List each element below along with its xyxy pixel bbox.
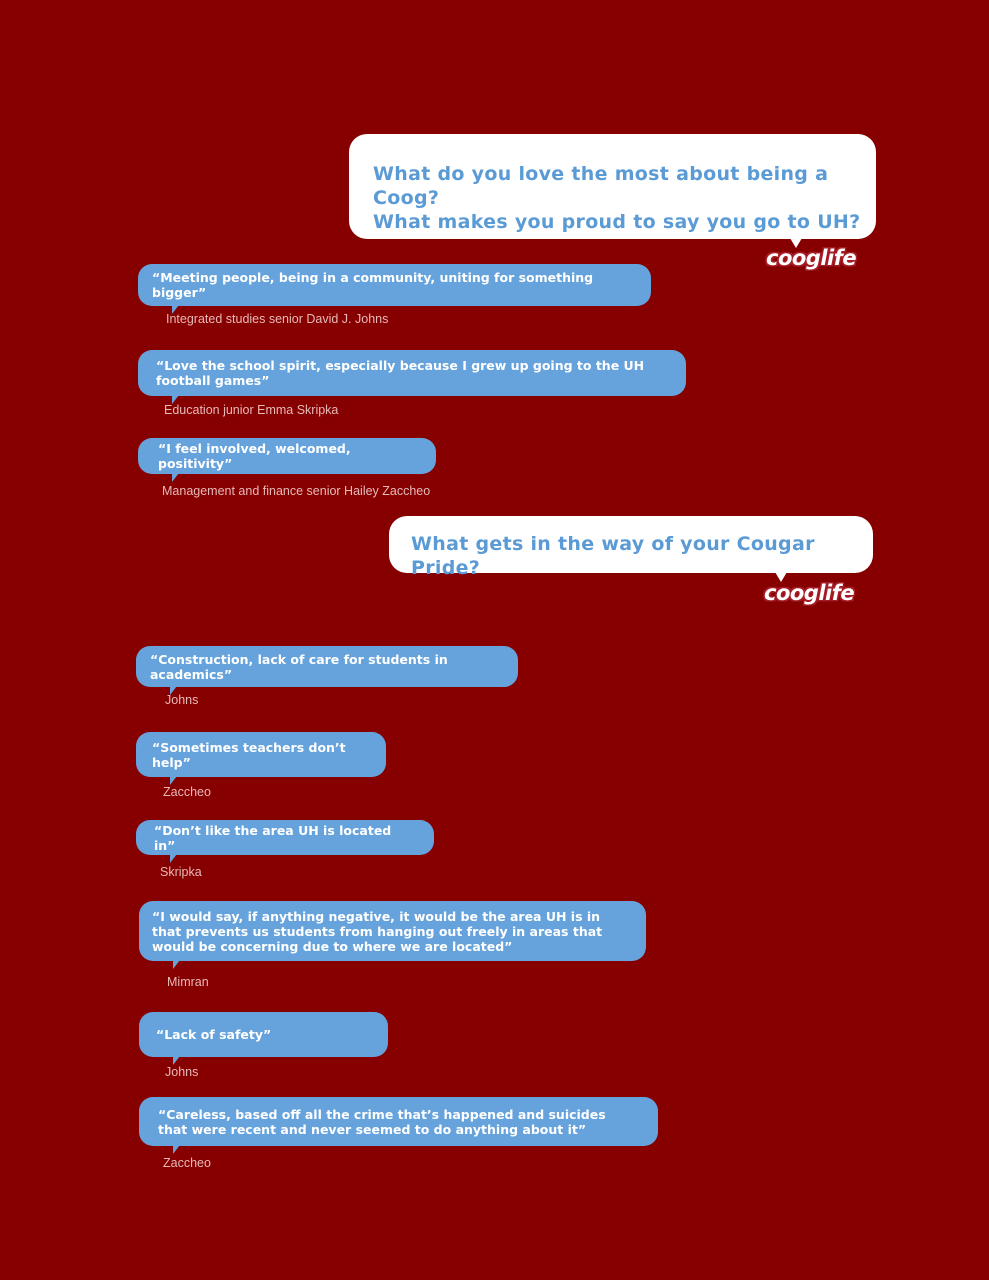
answer-bubble [136, 820, 434, 855]
answer-bubble [139, 901, 646, 961]
bubble-tail [173, 1145, 180, 1154]
answer-attribution: Management and finance senior Hailey Zaccheo [162, 484, 431, 498]
question-bubble-2 [389, 516, 873, 579]
answer-bubble [139, 1097, 658, 1146]
bubble-tail [170, 776, 177, 785]
answer-bubble [136, 732, 386, 777]
cooglife-logo: cooglife [766, 246, 857, 270]
answer-attribution: Zaccheo [163, 1156, 211, 1170]
answer-attribution: Johns [165, 693, 199, 707]
answer-attribution: Skripka [160, 865, 202, 879]
question-bubble-1 [349, 134, 876, 239]
answer-quote: “I would say, if anything negative, it would be the area UH is in that prevents us students from hanging out freely in areas that would be concerning due to where we are located” [152, 908, 603, 954]
answer-quote: “Meeting people, being in a community, uniting for something bigger” [152, 270, 594, 300]
answer-bubble [139, 1012, 388, 1057]
answer-quote: “Careless, based off all the crime that’s happened and suicides that were recent and never seemed to do anything about it” [158, 1106, 606, 1137]
question-2: What gets in the way of your Cougar Pride? [411, 533, 815, 579]
answer-bubble [138, 350, 686, 396]
answer-attribution: Mimran [167, 975, 209, 989]
answer-quote: “Lack of safety” [156, 1027, 272, 1042]
answer-attribution: Integrated studies senior David J. Johns [166, 312, 389, 326]
answer-attribution: Johns [165, 1065, 199, 1079]
answer-quote: “Don’t like the area UH is located in” [154, 822, 392, 853]
answer-attribution: Zaccheo [163, 785, 211, 799]
cooglife-logo: cooglife [764, 581, 855, 605]
answer-quote: “Sometimes teachers don’t help” [152, 739, 346, 770]
answer-bubble [138, 264, 651, 306]
bubble-tail [172, 473, 179, 482]
question-1-line-2: What makes you proud to say you go to UH? [373, 211, 861, 233]
answer-attribution: Education junior Emma Skripka [164, 403, 339, 417]
bubble-tail [173, 1056, 180, 1065]
answer-bubble [138, 438, 436, 474]
bubble-tail [170, 854, 177, 863]
bubble-tail [173, 960, 180, 969]
answer-quote: “I feel involved, welcomed, positivity” [158, 441, 351, 471]
answer-quote: “Construction, lack of care for students in academics” [150, 651, 448, 682]
answer-bubble [136, 646, 518, 687]
question-1-line-1: What do you love the most about being a Coog? [373, 163, 829, 209]
answer-quote: “Love the school spirit, especially because I grew up going to the UH football games” [156, 358, 645, 388]
